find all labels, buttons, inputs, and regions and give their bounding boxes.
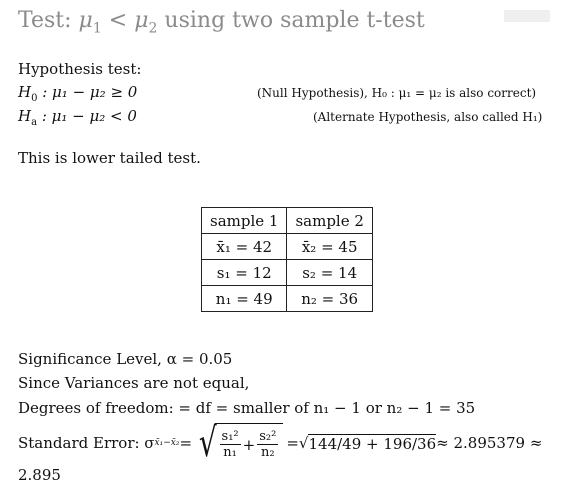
table-header: sample 1 — [202, 208, 287, 234]
radical-sign-icon: √ — [198, 420, 217, 466]
table-header-row — [202, 208, 373, 234]
title-lt: < — [101, 8, 135, 33]
title-mu1: μ — [78, 8, 93, 33]
ha-note: (Alternate Hypothesis, also called H₁) — [313, 110, 543, 124]
sqrt-icon: √ — [298, 434, 309, 452]
significance-level: Significance Level, α = 0.05 — [18, 350, 233, 368]
sqrt-content: 144/49 + 196/36 — [308, 434, 437, 453]
degrees-of-freedom: Degrees of freedom: = df = smaller of n₁ − 1 or n₂ − 1 = 35 — [18, 399, 476, 417]
sample-table — [201, 207, 373, 312]
table-cell: s₁ = 12 — [202, 260, 287, 286]
ha-sub: a — [31, 117, 38, 128]
h0-line — [18, 83, 137, 104]
h0-label: H — [18, 83, 32, 101]
fraction-2-num: s₂² — [259, 429, 277, 444]
fraction-1-den: n₁ — [223, 445, 237, 460]
ha-line — [18, 107, 137, 128]
fraction-1 — [220, 429, 241, 460]
se-result: ≈ 2.895379 ≈ — [436, 434, 543, 452]
table-row — [202, 260, 373, 286]
title-suffix: using two sample t-test — [157, 8, 425, 33]
se-label: Standard Error: σ — [18, 434, 155, 452]
corner-mark — [504, 10, 550, 22]
table-row — [202, 234, 373, 260]
se-label-sub: x̄₁−x̄₂ — [154, 438, 180, 448]
title-prefix: Test: — [18, 8, 79, 33]
ha-expr: : μ₁ − μ₂ < 0 — [37, 107, 137, 125]
title-sub1: 1 — [92, 20, 102, 37]
h0-sub: 0 — [31, 93, 38, 104]
title-mu2: μ — [134, 8, 149, 33]
radical-body — [215, 423, 284, 463]
variances-note: Since Variances are not equal, — [18, 374, 250, 392]
hypothesis-heading: Hypothesis test: — [18, 60, 142, 78]
table-cell: s₂ = 14 — [287, 260, 372, 286]
tail-text: This is lower tailed test. — [18, 149, 201, 167]
fraction-2-den: n₂ — [260, 445, 275, 460]
table-cell: n₁ = 49 — [202, 286, 287, 312]
sqrt-fraction — [195, 420, 283, 466]
h0-expr: : μ₁ − μ₂ ≥ 0 — [37, 83, 138, 101]
table-row — [202, 286, 373, 312]
fraction-1-num: s₁² — [221, 429, 239, 444]
page-title — [18, 8, 425, 36]
table-header: sample 2 — [287, 208, 372, 234]
se-result-wrap: 2.895 — [18, 466, 61, 484]
se-eq: = — [179, 434, 193, 452]
title-sub2: 2 — [148, 20, 158, 37]
standard-error — [18, 420, 543, 466]
se-eq2: = — [286, 434, 299, 452]
table-cell: n₂ = 36 — [287, 286, 372, 312]
se-plus: + — [242, 435, 256, 454]
ha-label: H — [18, 107, 32, 125]
fraction-2 — [257, 429, 278, 460]
table-cell: x̄₂ = 45 — [287, 234, 372, 260]
h0-note: (Null Hypothesis), H₀ : μ₁ = μ₂ is also correct) — [257, 86, 537, 100]
table-cell: x̄₁ = 42 — [202, 234, 287, 260]
